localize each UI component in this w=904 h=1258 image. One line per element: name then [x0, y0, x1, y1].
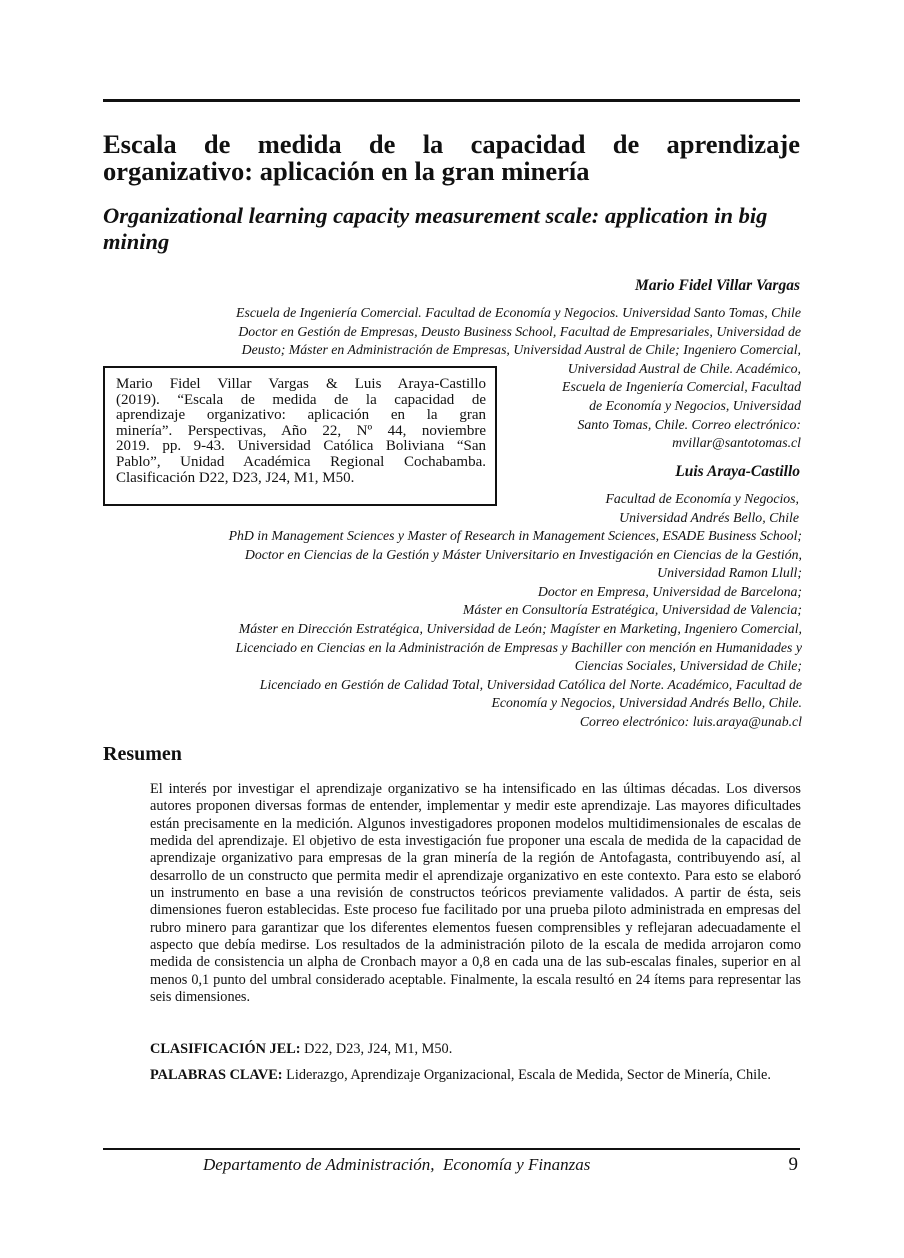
affiliation-line: Máster en Consultoría Estratégica, Universidad de Valencia;: [462, 602, 802, 618]
affiliation-line: Correo electrónico: luis.araya@unab.cl: [579, 713, 802, 729]
affiliation-line: Santo Tomas, Chile. Correo electrónico:: [577, 416, 801, 432]
citation-line: aprendizaje organizativo: aplicación en la gran: [116, 407, 486, 424]
citation-line: Clasificación D22, D23, J24, M1, M50.: [116, 469, 355, 486]
author-1-name: Mario Fidel Villar Vargas: [635, 277, 800, 294]
top-rule: [103, 99, 800, 102]
citation-line: 2019. pp. 9-43. Universidad Católica Boliviana “San: [116, 438, 486, 455]
affiliation-line: Economía y Negocios, Universidad Andrés Bello, Chile.: [491, 695, 802, 711]
bottom-rule: [103, 1148, 800, 1150]
affiliation-line: Escuela de Ingeniería Comercial. Facultad de Economía y Negocios. Universidad Santo Tomas, Chile: [236, 305, 801, 320]
affiliation-line: Universidad Andrés Bello, Chile: [619, 509, 799, 525]
abstract-body: El interés por investigar el aprendizaje organizativo se ha intensificado en las últimas décadas. Los diversos autores proponen diversas formas de entender, implementar y medir este aprendizaje. Las mayores dificultades están precisamente en la medición. Algunos investigadores proponen modelos multidimensionales de escalas de medida del aprendizaje. El objetivo de esta investigación fue proponer una escala de medida de la capacidad de aprendizaje organizativo para empresas de la gran minería de la región de Antofagasta, contribuyendo así, al desarrollo de un constructo que permita medir el aprendizaje organizativo en este contexto. Para esto se elaboró un instrumento en base a una revisión de constructos teóricos previamente validados. A partir de ésta, seis dimensiones fueron establecidas. Este proceso fue facilitado por una prueba piloto administrada en empresas del rubro minero para garantizar que los diferentes elementos fuesen comprensibles y reflejaran adecuadamente el aspecto que debía medirse. Los resultados de la administración piloto de la escala de medida arrojaron como medida de consistencia un alpha de Cronbach mayor a 0,8 en cada una de las sub-escalas finales, superior en al menos 0,1 punto del umbral considerado aceptable. Finalmente, la escala resultó en 24 ítems para representar las seis dimensiones.: [150, 781, 801, 1006]
title-spanish: Escala de medida de la capacidad de aprendizaje organizativo: aplicación en la gran minería: [103, 129, 800, 186]
keywords-label: PALABRAS CLAVE:: [150, 1067, 283, 1083]
affiliation-line: Universidad Ramon Llull;: [657, 565, 802, 581]
keywords: [150, 1066, 801, 1085]
citation-box: [103, 366, 497, 506]
affiliation-line: Ciencias Sociales, Universidad de Chile;: [574, 658, 802, 674]
affiliation-line: Licenciado en Gestión de Calidad Total, Universidad Católica del Norte. Académico, Facultad de: [259, 676, 802, 692]
affiliation-line: PhD in Management Sciences y Master of Research in Management Sciences, ESADE Business School;: [228, 528, 802, 543]
affiliation-line: Escuela de Ingeniería Comercial, Facultad: [562, 379, 801, 395]
jel-label: CLASIFICACIÓN JEL:: [150, 1041, 301, 1057]
citation-line: Mario Fidel Villar Vargas & Luis Araya-Castillo: [116, 376, 486, 392]
affiliation-line: Universidad Austral de Chile. Académico,: [567, 360, 801, 376]
author-2-name: Luis Araya-Castillo: [675, 463, 800, 480]
page-number: 9: [788, 1154, 798, 1175]
affiliation-line: de Economía y Negocios, Universidad: [589, 397, 801, 413]
jel-value: D22, D23, J24, M1, M50.: [300, 1041, 453, 1057]
affiliation-line: Licenciado en Ciencias en la Administración de Empresas y Bachiller con mención en Humanidades y: [235, 639, 802, 655]
affiliation-line: mvillar@santotomas.cl: [672, 435, 801, 451]
affiliation-line: Doctor en Gestión de Empresas, Deusto Business School, Facultad de Empresariales, Universidad de: [238, 323, 801, 339]
keywords-value: Liderazgo, Aprendizaje Organizacional, Escala de Medida, Sector de Minería, Chile.: [282, 1067, 771, 1083]
citation-line: minería”. Perspectivas, Año 22, Nº 44, noviembre: [116, 422, 486, 439]
title-english: Organizational learning capacity measurement scale: application in big mining: [103, 203, 768, 254]
footer-department: Departamento de Administración, Economía y Finanzas: [203, 1155, 591, 1174]
abstract-heading: Resumen: [103, 743, 182, 765]
author-2-affiliation-top: [606, 490, 800, 527]
affiliation-line: Deusto; Máster en Administración de Empresas, Universidad Austral de Chile; Ingeniero Comercial,: [241, 342, 801, 358]
affiliation-line: Máster en Dirección Estratégica, Universidad de León; Magíster en Marketing, Ingeniero Comercial,: [238, 620, 802, 636]
affiliation-line: Doctor en Empresa, Universidad de Barcelona;: [537, 583, 802, 599]
citation-line: (2019). “Escala de medida de la capacidad de: [116, 391, 486, 408]
affiliation-line: Doctor en Ciencias de la Gestión y Máster Universitario en Investigación en Ciencias de la Gestión,: [244, 546, 802, 562]
citation-line: Pablo”, Unidad Académica Regional Cochabamba.: [116, 453, 486, 470]
author-2-affiliation: [229, 527, 802, 732]
affiliation-line: Facultad de Economía y Negocios,: [605, 491, 799, 506]
jel-classification: [150, 1041, 801, 1058]
